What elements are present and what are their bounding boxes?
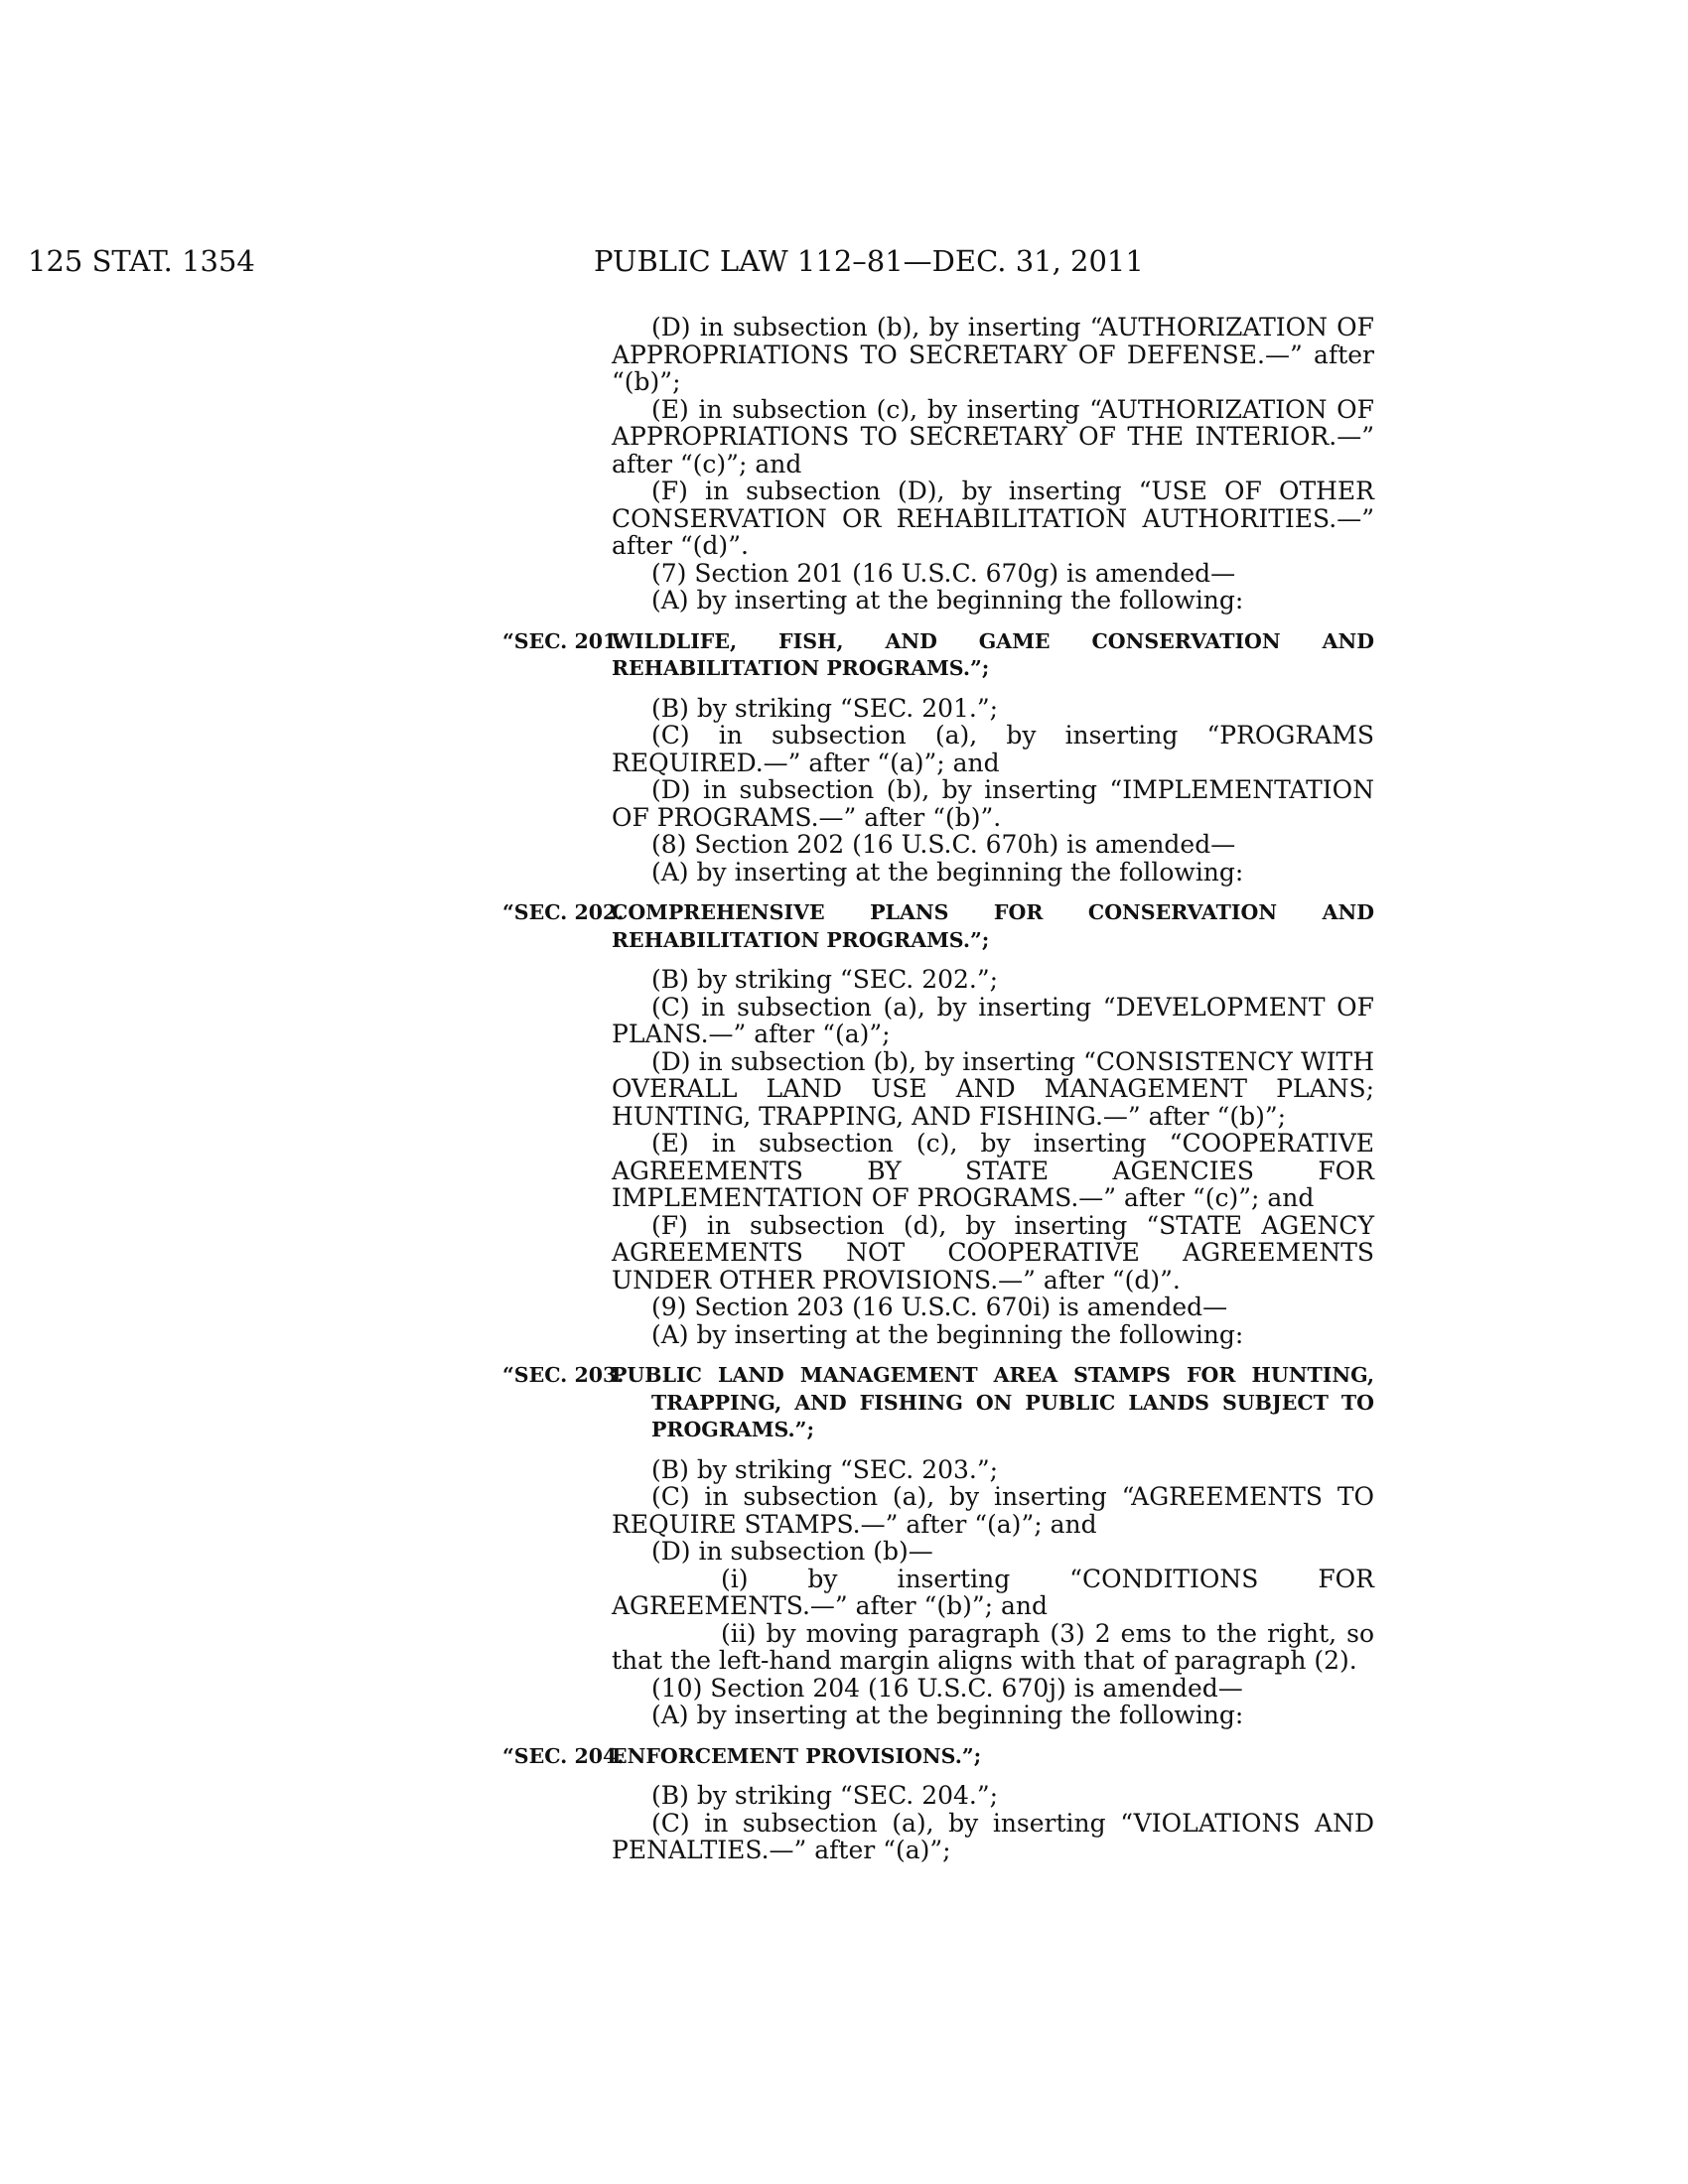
paragraph-b-striking: (B) by striking “SEC. 203.”; xyxy=(651,1454,999,1484)
paragraph-f-subsection-d: (F) in subsection (D), by inserting “USE OF OTHER CONSERVATION OR REHABILITATION AUTHORITIES.—” after “(d)”. xyxy=(612,477,1374,560)
paragraph-e-subsection-c: (E) in subsection (c), by inserting “COOPERATIVE AGREEMENTS BY STATE AGENCIES FOR IMPLEMENTATION OF PROGRAMS.—” after “(c)”; and xyxy=(612,1129,1374,1212)
paragraph-9-section-203: (9) Section 203 (16 U.S.C. 670i) is amended— xyxy=(651,1293,1228,1321)
paragraph-c-subsection-a: (C) in subsection (a), by inserting “VIOLATIONS AND PENALTIES.—” after “(a)”; xyxy=(612,1808,1374,1864)
section-201-label: “SEC. 201. xyxy=(502,628,625,653)
section-201-heading xyxy=(502,628,1374,683)
section-204-heading xyxy=(502,1743,1374,1771)
section-204-title: ENFORCEMENT PROVISIONS.”; xyxy=(612,1743,982,1768)
statute-page-number: 125 STAT. 1354 xyxy=(28,244,255,278)
page-header xyxy=(0,244,1688,284)
section-202-heading xyxy=(502,899,1374,954)
paragraph-c-subsection-a: (C) in subsection (a), by inserting “DEVELOPMENT OF PLANS.—” after “(a)”; xyxy=(612,992,1374,1048)
section-203-title: PUBLIC LAND MANAGEMENT AREA STAMPS FOR HUNTING, TRAPPING, AND FISHING ON PUBLIC LANDS SUBJECT TO PROGRAMS.”; xyxy=(612,1363,1374,1441)
clause-i-conditions: (i) by inserting “CONDITIONS FOR AGREEMENTS.—” after “(b)”; and xyxy=(612,1564,1374,1620)
paragraph-b-striking: (B) by striking “SEC. 204.”; xyxy=(651,1781,999,1810)
paragraph-a-insert: (A) by inserting at the beginning the following: xyxy=(651,586,1244,614)
section-203-heading xyxy=(502,1362,1374,1444)
paragraph-d-subsection-b: (D) in subsection (b), by inserting “AUTHORIZATION OF APPROPRIATIONS TO SECRETARY OF DEFENSE.—” after “(b)”; xyxy=(612,313,1374,396)
section-201-title: WILDLIFE, FISH, AND GAME CONSERVATION AND REHABILITATION PROGRAMS.”; xyxy=(612,628,1374,680)
section-202-label: “SEC. 202. xyxy=(502,900,625,924)
paragraph-d-subsection-b: (D) in subsection (b)— xyxy=(651,1537,933,1566)
paragraph-d-subsection-b: (D) in subsection (b), by inserting “CONSISTENCY WITH OVERALL LAND USE AND MANAGEMENT PLANS; HUNTING, TRAPPING, AND FISHING.—” after “(b)”; xyxy=(612,1046,1374,1131)
section-204-label: “SEC. 204. xyxy=(502,1743,625,1768)
public-law-title: PUBLIC LAW 112–81—DEC. 31, 2011 xyxy=(594,244,1144,278)
paragraph-e-subsection-c: (E) in subsection (c), by inserting “AUTHORIZATION OF APPROPRIATIONS TO SECRETARY OF THE INTERIOR.—” after “(c)”; and xyxy=(612,394,1374,478)
clause-ii-moving-paragraph: (ii) by moving paragraph (3) 2 ems to the right, so that the left-hand margin aligns with that of paragraph (2). xyxy=(612,1618,1374,1675)
paragraph-10-section-204: (10) Section 204 (16 U.S.C. 670j) is amended— xyxy=(651,1673,1243,1703)
paragraph-7-section-201: (7) Section 201 (16 U.S.C. 670g) is amended— xyxy=(651,558,1236,588)
paragraph-a-insert: (A) by inserting at the beginning the following: xyxy=(651,857,1244,887)
paragraph-a-insert: (A) by inserting at the beginning the following: xyxy=(651,1319,1244,1349)
paragraph-f-subsection-d: (F) in subsection (d), by inserting “STATE AGENCY AGREEMENTS NOT COOPERATIVE AGREEMENTS UNDER OTHER PROVISIONS.—” after “(d)”. xyxy=(612,1210,1374,1295)
document-body xyxy=(502,313,1374,1864)
paragraph-b-striking: (B) by striking “SEC. 201.”; xyxy=(651,693,999,723)
paragraph-b-striking: (B) by striking “SEC. 202.”; xyxy=(651,965,999,994)
paragraph-a-insert: (A) by inserting at the beginning the following: xyxy=(651,1701,1244,1729)
paragraph-d-subsection-b: (D) in subsection (b), by inserting “IMPLEMENTATION OF PROGRAMS.—” after “(b)”. xyxy=(612,775,1374,832)
section-202-title: COMPREHENSIVE PLANS FOR CONSERVATION AND REHABILITATION PROGRAMS.”; xyxy=(612,900,1374,952)
paragraph-c-subsection-a: (C) in subsection (a), by inserting “AGREEMENTS TO REQUIRE STAMPS.—” after “(a)”; and xyxy=(612,1482,1374,1539)
paragraph-8-section-202: (8) Section 202 (16 U.S.C. 670h) is amended— xyxy=(651,830,1236,859)
paragraph-c-subsection-a: (C) in subsection (a), by inserting “PROGRAMS REQUIRED.—” after “(a)”; and xyxy=(612,721,1374,777)
section-203-label: “SEC. 203. xyxy=(502,1363,625,1387)
